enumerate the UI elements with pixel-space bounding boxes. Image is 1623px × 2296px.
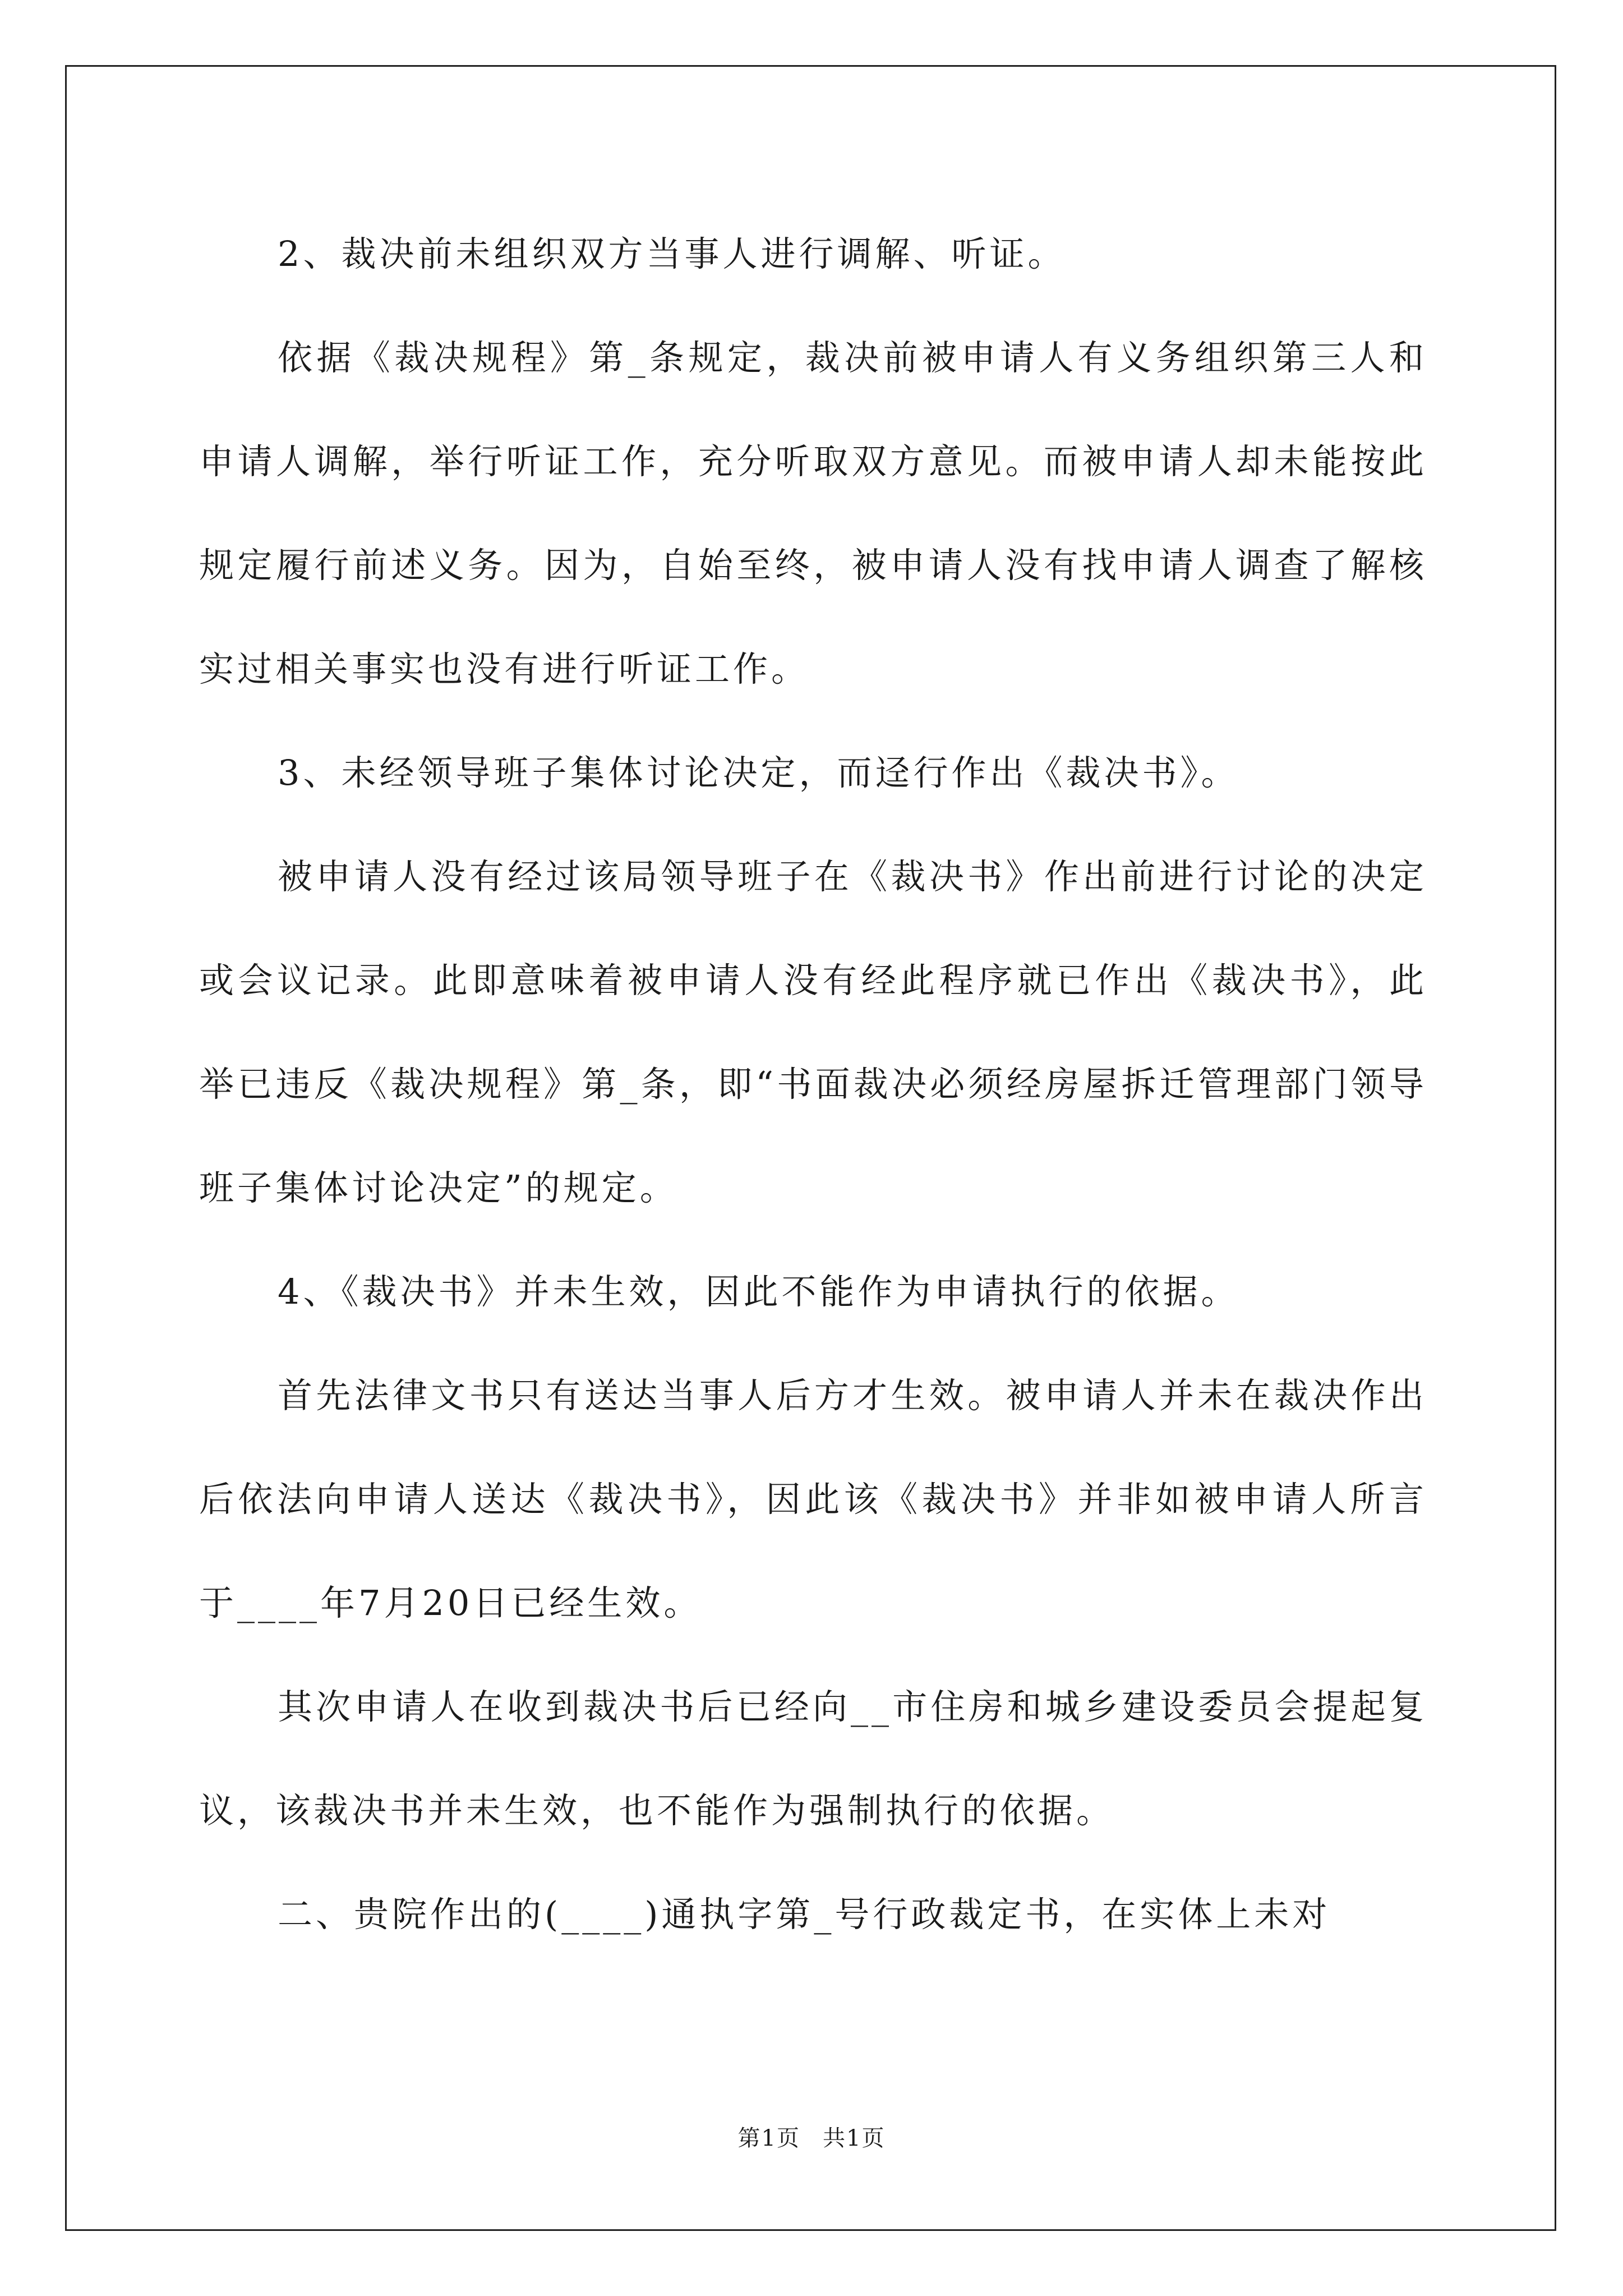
paragraph: 其次申请人在收到裁决书后已经向__市住房和城乡建设委员会提起复议，该裁决书并未生效，也不能作为强制执行的依据。	[199, 1686, 1427, 1831]
paragraph: 二、贵院作出的(____)通执字第_号行政裁定书，在实体上未对	[278, 1894, 1331, 1935]
paragraph: 首先法律文书只有送达当事人后方才生效。被申请人并未在裁决作出后依法向申请人送达《裁决书》，因此该《裁决书》并非如被申请人所言于____年7月20日已经生效。	[199, 1375, 1427, 1623]
page-footer	[0, 2120, 1623, 2152]
paragraph: 4、《裁决书》并未生效，因此不能作为申请执行的依据。	[278, 1271, 1239, 1312]
paragraph: 2、裁决前未组织双方当事人进行调解、听证。	[278, 233, 1066, 274]
page-total: 共1页	[823, 2125, 886, 2151]
document-body	[199, 202, 1427, 1966]
paragraph: 被申请人没有经过该局领导班子在《裁决书》作出前进行讨论的决定或会议记录。此即意味着被申请人没有经此程序就已作出《裁决书》，此举已违反《裁决规程》第_条，即“书面裁决必须经房屋拆迁管理部门领导班子集体讨论决定”的规定。	[199, 856, 1427, 1208]
page-number: 第1页	[737, 2125, 800, 2151]
paragraph: 3、未经领导班子集体讨论决定，而迳行作出《裁决书》。	[278, 752, 1239, 793]
paragraph: 依据《裁决规程》第_条规定，裁决前被申请人有义务组织第三人和申请人调解，举行听证工作，充分听取双方意见。而被申请人却未能按此规定履行前述义务。因为，自始至终，被申请人没有找申请人调查了解核实过相关事实也没有进行听证工作。	[199, 337, 1427, 689]
